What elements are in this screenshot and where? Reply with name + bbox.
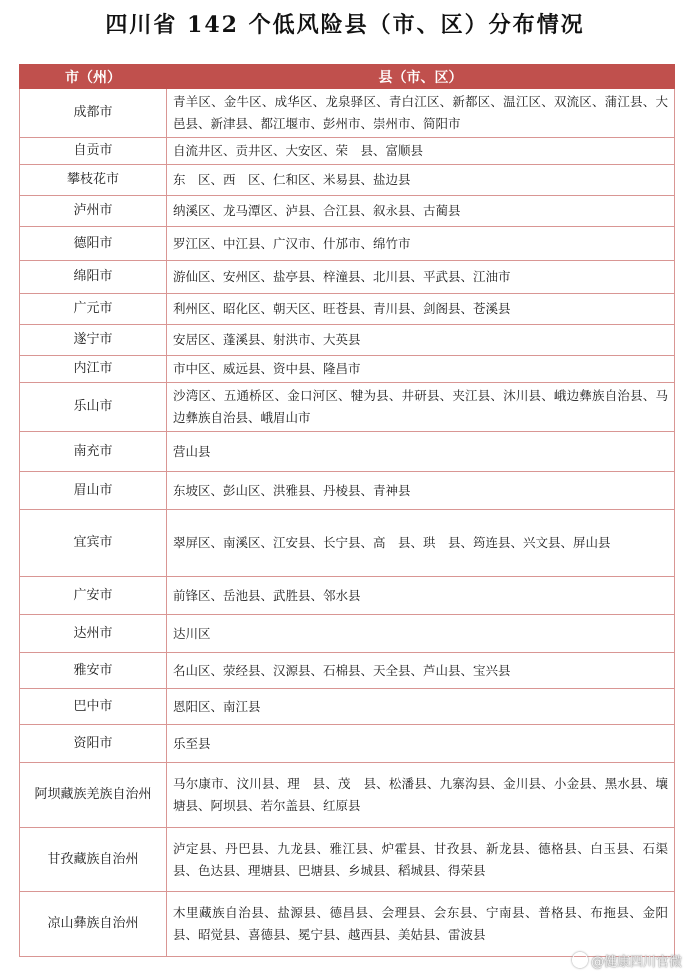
table-row [20,356,675,383]
table-row [20,432,675,472]
counties-cell: 营山县 [167,432,675,472]
city-cell: 宜宾市 [20,510,167,577]
city-cell: 巴中市 [20,689,167,725]
table-row [20,227,675,261]
city-cell: 德阳市 [20,227,167,261]
counties-cell: 木里藏族自治县、盐源县、德昌县、会理县、会东县、宁南县、普格县、布拖县、金阳县、昭觉县、喜德县、冕宁县、越西县、美姑县、雷波县 [167,892,675,957]
city-cell: 内江市 [20,356,167,383]
counties-cell: 达川区 [167,615,675,653]
city-cell: 雅安市 [20,653,167,689]
table-row [20,689,675,725]
watermark [572,951,682,970]
city-cell: 凉山彝族自治州 [20,892,167,957]
counties-cell: 马尔康市、汶川县、理 县、茂 县、松潘县、九寨沟县、金川县、小金县、黑水县、壤塘县、阿坝县、若尔盖县、红原县 [167,763,675,828]
counties-cell: 前锋区、岳池县、武胜县、邻水县 [167,577,675,615]
table-body [20,89,675,957]
table-row [20,725,675,763]
counties-cell: 恩阳区、南江县 [167,689,675,725]
city-cell: 自贡市 [20,138,167,165]
counties-cell: 安居区、蓬溪县、射洪市、大英县 [167,325,675,356]
table-header-row [20,65,675,89]
counties-cell: 东坡区、彭山区、洪雅县、丹棱县、青神县 [167,472,675,510]
city-cell: 广元市 [20,294,167,325]
table-row [20,510,675,577]
page-title: 四川省 142 个低风险县（市、区）分布情况 [105,12,585,38]
table-row [20,577,675,615]
table-row [20,472,675,510]
table-row [20,196,675,227]
counties-cell: 名山区、荥经县、汉源县、石棉县、天全县、芦山县、宝兴县 [167,653,675,689]
header-counties: 县（市、区） [167,65,675,89]
table-row [20,653,675,689]
counties-cell: 游仙区、安州区、盐亭县、梓潼县、北川县、平武县、江油市 [167,261,675,294]
table-row [20,763,675,828]
counties-cell: 青羊区、金牛区、成华区、龙泉驿区、青白江区、新都区、温江区、双流区、蒲江县、大邑县、新津县、都江堰市、彭州市、崇州市、简阳市 [167,89,675,138]
counties-cell: 市中区、威远县、资中县、隆昌市 [167,356,675,383]
table-row [20,138,675,165]
city-cell: 阿坝藏族羌族自治州 [20,763,167,828]
city-cell: 遂宁市 [20,325,167,356]
watermark-text: @健康四川官微 [590,955,682,970]
table-row [20,165,675,196]
table-row [20,892,675,957]
table-row [20,261,675,294]
counties-cell: 沙湾区、五通桥区、金口河区、犍为县、井研县、夹江县、沐川县、峨边彝族自治县、马边彝族自治县、峨眉山市 [167,383,675,432]
counties-cell: 自流井区、贡井区、大安区、荣 县、富顺县 [167,138,675,165]
city-cell: 达州市 [20,615,167,653]
city-cell: 成都市 [20,89,167,138]
counties-cell: 乐至县 [167,725,675,763]
city-cell: 资阳市 [20,725,167,763]
counties-cell: 纳溪区、龙马潭区、泸县、合江县、叙永县、古蔺县 [167,196,675,227]
counties-cell: 翠屏区、南溪区、江安县、长宁县、高 县、珙 县、筠连县、兴文县、屏山县 [167,510,675,577]
city-cell: 南充市 [20,432,167,472]
city-cell: 泸州市 [20,196,167,227]
table-row [20,325,675,356]
table-row [20,828,675,892]
counties-cell: 利州区、昭化区、朝天区、旺苍县、青川县、剑阁县、苍溪县 [167,294,675,325]
county-table [19,64,675,957]
counties-cell: 罗江区、中江县、广汉市、什邡市、绵竹市 [167,227,675,261]
table-row [20,383,675,432]
city-cell: 绵阳市 [20,261,167,294]
city-cell: 眉山市 [20,472,167,510]
city-cell: 甘孜藏族自治州 [20,828,167,892]
counties-cell: 东 区、西 区、仁和区、米易县、盐边县 [167,165,675,196]
city-cell: 攀枝花市 [20,165,167,196]
city-cell: 乐山市 [20,383,167,432]
table-row [20,89,675,138]
counties-cell: 泸定县、丹巴县、九龙县、雅江县、炉霍县、甘孜县、新龙县、德格县、白玉县、石渠县、色达县、理塘县、巴塘县、乡城县、稻城县、得荣县 [167,828,675,892]
city-cell: 广安市 [20,577,167,615]
table-row [20,294,675,325]
header-city: 市（州） [20,65,167,89]
table-row [20,615,675,653]
weibo-icon [572,952,588,968]
